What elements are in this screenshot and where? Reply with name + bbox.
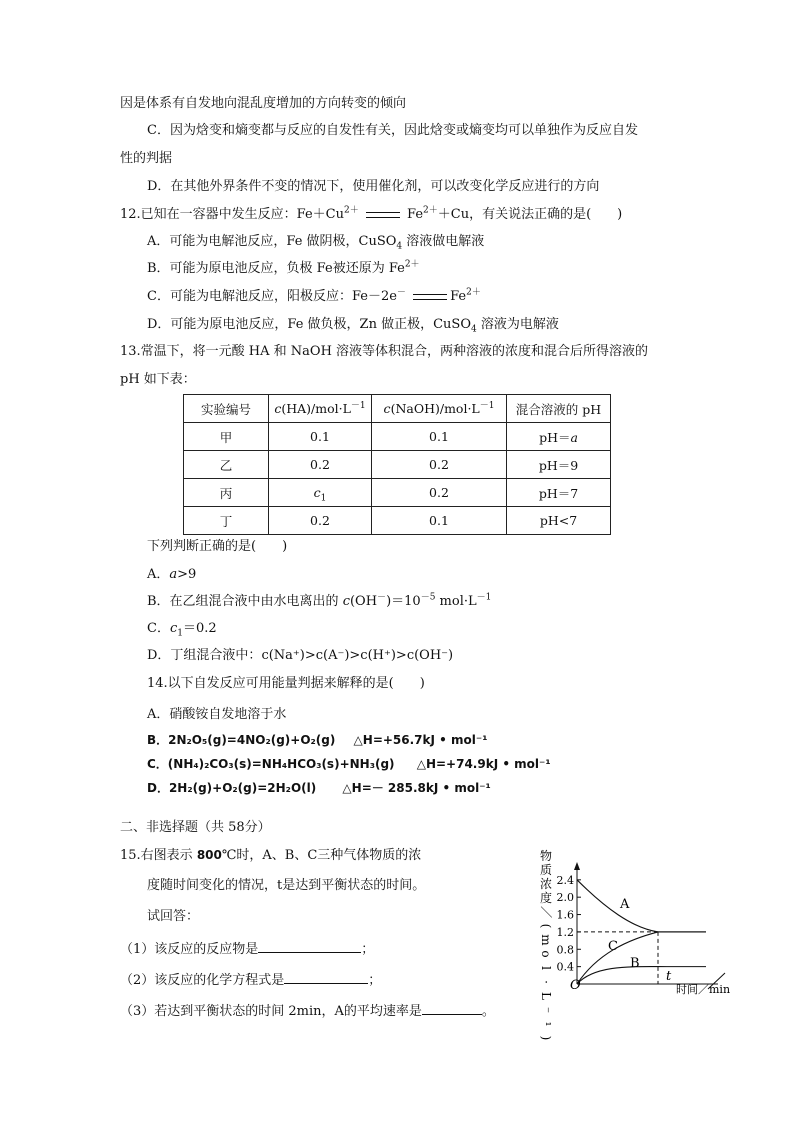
q12-optD-text2: 溶液为电解液	[476, 317, 559, 332]
y-label-char: (	[539, 923, 553, 929]
q13-optB-sup3: －1	[476, 592, 492, 603]
q15-part-3	[120, 1002, 495, 1021]
q13-ask: 下列判断正确的是( )	[147, 539, 288, 554]
table-row	[184, 451, 611, 479]
q14-option-c	[147, 755, 551, 773]
table-cell	[269, 479, 372, 507]
q12-option-d	[147, 316, 559, 334]
answer-blank[interactable]	[284, 971, 368, 984]
q13-optC-text: ＝0.2	[182, 621, 217, 636]
text-line-1: 因是体系有自发地向混乱度增加的方向转变的倾向	[120, 96, 407, 111]
q15-part1-text: （1）该反应的反应物是	[120, 942, 259, 957]
table-header-cell	[269, 395, 372, 423]
q12-ion-fe: 2＋	[423, 205, 438, 216]
y-label-char: ¹	[539, 1021, 553, 1027]
table-cell: 0.2	[269, 507, 372, 535]
y-label-char: ⁻	[539, 1006, 553, 1014]
q12-optD-sub: 4	[470, 324, 477, 335]
table-cell-sub: 1	[320, 493, 327, 504]
q13-optB-text2: (OH	[349, 594, 378, 609]
q14-optB-equation: B．2N₂O₅(g)=4NO₂(g)+O₂(g)	[147, 733, 336, 747]
y-tick-label: 1.2	[556, 925, 574, 939]
q14-optD-enthalpy: △H=－ 285.8kJ • mol⁻¹	[342, 781, 491, 795]
q12-stem-b: Fe	[407, 207, 424, 222]
q13-optB-text: B．在乙组混合液中由水电离出的	[147, 594, 343, 609]
q13-option-c	[147, 620, 217, 638]
q13-optB-sup2: －5	[420, 592, 436, 603]
table-header-text: (NaOH)/mol·L	[390, 401, 480, 416]
table-cell: 0.2	[372, 479, 507, 507]
y-tick-label: 1.6	[556, 908, 574, 922]
t-label: t	[666, 969, 672, 984]
q12-option-c	[147, 288, 481, 306]
y-label-char: 质	[539, 863, 553, 877]
q15-stem-3: 试回答：	[147, 909, 200, 924]
concentration-time-chart	[530, 846, 731, 1041]
table-row	[184, 423, 611, 451]
table-cell: 甲	[184, 423, 269, 451]
table-cell: 0.2	[372, 451, 507, 479]
table-header-cell: 实验编号	[184, 395, 269, 423]
y-label-char: l	[539, 966, 553, 970]
y-tick-label: 2.0	[556, 891, 574, 905]
series-line-A	[577, 880, 706, 932]
y-axis-arrow	[574, 862, 580, 870]
table-cell-text: pH＝	[539, 429, 571, 445]
q13-stem-2: pH 如下表：	[120, 372, 196, 387]
q12-optC-sup1: －	[396, 287, 406, 298]
q12-option-b	[147, 260, 420, 278]
y-label-char: ·	[539, 980, 553, 984]
y-label-char: o	[539, 950, 553, 958]
q13-optC-sub: 1	[177, 628, 183, 639]
q12-optC-text: C．可能为电解池反应，阳极反应：Fe－2e	[147, 289, 397, 304]
q12-optD-text: D．可能为原电池反应，Fe 做负极，Zn 做正极，CuSO	[147, 317, 471, 332]
table-cell: 0.1	[269, 423, 372, 451]
q12-double-line	[366, 212, 400, 218]
q13-stem-1: 13.常温下，将一元酸 HA 和 NaOH 溶液等体积混合，两种溶液的浓度和混合后所得溶液的	[120, 344, 649, 359]
y-tick-label: 2.4	[556, 873, 574, 887]
table-header-cell	[372, 395, 507, 423]
q13-optB-var: c	[342, 594, 350, 609]
table-row	[184, 479, 611, 507]
q12-stem-a: 12.已知在一容器中发生反应：Fe＋Cu	[120, 207, 344, 222]
q13-optA-text: >9	[177, 567, 197, 582]
table-cell: 0.2	[269, 451, 372, 479]
origin-label: O	[570, 978, 581, 993]
series-line-B	[577, 967, 706, 984]
table-cell-var: a	[570, 429, 578, 445]
section-title: 二、非选择题（共 58分）	[120, 820, 271, 835]
table-cell: 乙	[184, 451, 269, 479]
text-line-2: C．因为焓变和熵变都与反应的自发性有关，因此焓变或熵变均可以单独作为反应自发	[147, 123, 638, 138]
table-row	[184, 507, 611, 535]
table-cell-var: c	[313, 485, 321, 500]
x-axis-label: 时间／min	[676, 983, 731, 996]
y-label-char: m	[539, 934, 553, 946]
q15-part-1	[120, 940, 374, 959]
q12-optA-text: A．可能为电解池反应，Fe 做阴极，CuSO	[147, 234, 397, 249]
q14-optC-equation: C．(NH₄)₂CO₃(s)=NH₄HCO₃(s)+NH₃(g)	[147, 757, 395, 771]
q12-stem	[120, 206, 622, 224]
q13-optB-text4: mol·L	[435, 594, 477, 609]
text-line-3: 性的判据	[120, 151, 173, 166]
q15-stem-2: 度随时间变化的情况，t是达到平衡状态的时间。	[147, 878, 426, 893]
q14-option-d	[147, 779, 491, 797]
q15-stem-text: 15.右图表示	[120, 848, 197, 863]
q15-part3-end: 。	[481, 1004, 495, 1019]
q15-stem-1	[120, 846, 421, 865]
q13-optD-text: D．丁组混合液中：	[147, 648, 262, 663]
table-header-c: c	[383, 401, 391, 416]
series-label-B: B	[630, 956, 640, 971]
q13-option-d	[147, 647, 453, 665]
q15-part1-end: ；	[361, 942, 375, 957]
series-label-C: C	[608, 939, 618, 954]
q15-stem-text2: ℃时，A、B、C三种气体物质的浓	[221, 848, 422, 863]
y-tick-label: 0.8	[556, 943, 574, 957]
y-label-char: ／	[539, 905, 553, 919]
table-cell	[507, 423, 611, 451]
table-header-cell: 混合溶液的 pH	[507, 395, 611, 423]
q12-optB-sup: 2＋	[404, 259, 420, 270]
table-cell: 丙	[184, 479, 269, 507]
q15-part2-end: ；	[368, 973, 382, 988]
q12-stem-c: ＋Cu，有关说法正确的是( )	[437, 207, 623, 222]
q12-optA-text2: 溶液做电解液	[402, 234, 485, 249]
table-cell: 0.1	[372, 507, 507, 535]
y-label-char: 度	[539, 891, 553, 905]
q13-optC-label: C．	[147, 621, 170, 636]
table-header-c: c	[274, 401, 282, 416]
q15-part3-text: （3）若达到平衡状态的时间 2min，A的平均速率是	[120, 1004, 422, 1019]
table-cell: pH＝9	[507, 451, 611, 479]
y-label-char: )	[539, 1035, 553, 1041]
q13-optB-text3: )＝10	[386, 594, 421, 609]
y-label-char: 浓	[539, 877, 553, 891]
y-axis-label	[539, 848, 553, 1040]
y-tick-label: 0.4	[556, 960, 574, 974]
q13-optA-var: a	[169, 567, 178, 582]
q14-optC-enthalpy: △H=+74.9kJ • mol⁻¹	[416, 757, 551, 771]
table-cell: pH<7	[507, 507, 611, 535]
q14-stem: 14.以下自发反应可用能量判据来解释的是( )	[147, 676, 425, 691]
q12-optA-sub: 4	[396, 241, 403, 252]
q13-optA-label: A．	[147, 567, 170, 582]
q14-optD-equation: D．2H₂(g)+O₂(g)=2H₂O(l)	[147, 781, 317, 795]
q14-option-a: A．硝酸铵自发地溶于水	[147, 707, 287, 722]
answer-blank[interactable]	[422, 1002, 482, 1015]
y-label-char: L	[539, 992, 553, 1000]
table-header-text: (HA)/mol·L	[281, 401, 351, 416]
y-label-char: 物	[539, 849, 553, 863]
series-label-A: A	[620, 897, 630, 912]
table-cell: 0.1	[372, 423, 507, 451]
q14-optB-enthalpy: △H=+56.7kJ • mol⁻¹	[353, 733, 488, 747]
table-cell: 丁	[184, 507, 269, 535]
text-line-4: D．在其他外界条件不变的情况下，使用催化剂，可以改变化学反应进行的方向	[147, 179, 600, 194]
q12-optC-sup2: 2＋	[466, 287, 481, 298]
experiment-table	[183, 394, 611, 535]
table-header-sup: －1	[479, 400, 495, 411]
q13-optB-sup1: －	[377, 592, 387, 603]
q12-option-a	[147, 233, 484, 251]
q12-ion-cu: 2＋	[344, 205, 359, 216]
q12-optB-text: B．可能为原电池反应，负极 Fe被还原为 Fe	[147, 261, 405, 276]
series-line-C	[577, 932, 706, 984]
q13-optD-expr: c(Na⁺)>c(A⁻)>c(H⁺)>c(OH⁻)	[261, 648, 454, 663]
q12-optC-text2: Fe	[450, 289, 467, 304]
q13-optC-var: c	[169, 621, 178, 636]
q15-stem-temp: 800	[196, 848, 222, 862]
answer-blank[interactable]	[258, 940, 361, 953]
q13-option-b	[147, 593, 491, 611]
table-header-sup: －1	[350, 400, 366, 411]
q12-optC-double-line	[413, 294, 447, 300]
table-header-row	[184, 395, 611, 423]
q13-option-a	[147, 566, 196, 584]
q15-part-2	[120, 971, 381, 990]
table-cell: pH＝7	[507, 479, 611, 507]
q15-part2-text: （2）该反应的化学方程式是	[120, 973, 285, 988]
q14-option-b	[147, 731, 487, 749]
